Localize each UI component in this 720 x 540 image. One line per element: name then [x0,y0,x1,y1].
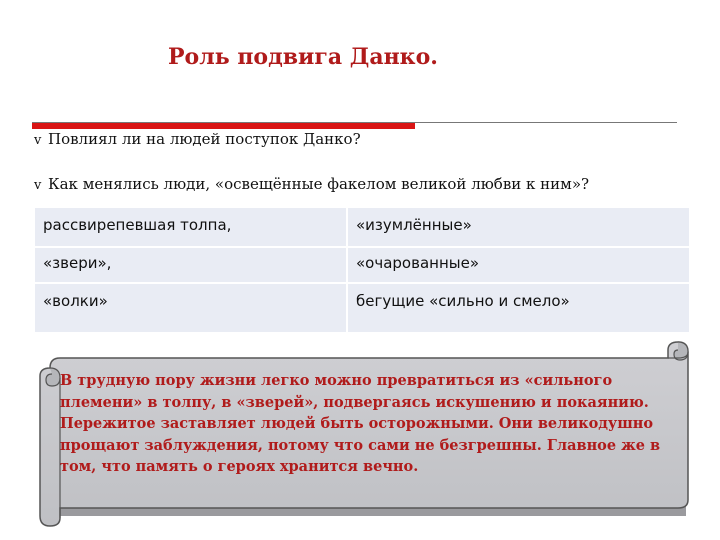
table-cell: «изумлённые» [347,207,690,247]
table-cell: рассвирепевшая толпа, [34,207,347,247]
accent-bar [32,123,415,129]
slide-title: Роль подвига Данко. [168,44,438,70]
table-cell: бегущие «сильно и смело» [347,283,690,333]
bullet-text: Повлиял ли на людей поступок Данко? [48,130,361,148]
bullet-question-1 [34,130,361,148]
bullet-check-icon: v [34,133,42,148]
bullet-check-icon: v [34,178,42,193]
table-row [34,207,690,247]
table-row [34,247,690,283]
bullet-question-2 [34,175,589,193]
table-cell: «звери», [34,247,347,283]
table-cell: «волки» [34,283,347,333]
comparison-table [33,206,691,334]
scroll-text: В трудную пору жизни легко можно превратиться из «сильного племени» в толпу, в «зверей», подвергаясь искушению и покаянию. Пережитое заставляет людей быть осторожными. Они великодушно прощают заблуждения, потому что сами не безгрешны. Главное же в том, что память о героях хранится вечно. [60,372,661,475]
table-row [34,283,690,333]
table-cell: «очарованные» [347,247,690,283]
bullet-text: Как менялись люди, «освещённые факелом великой любви к ним»? [48,175,590,193]
